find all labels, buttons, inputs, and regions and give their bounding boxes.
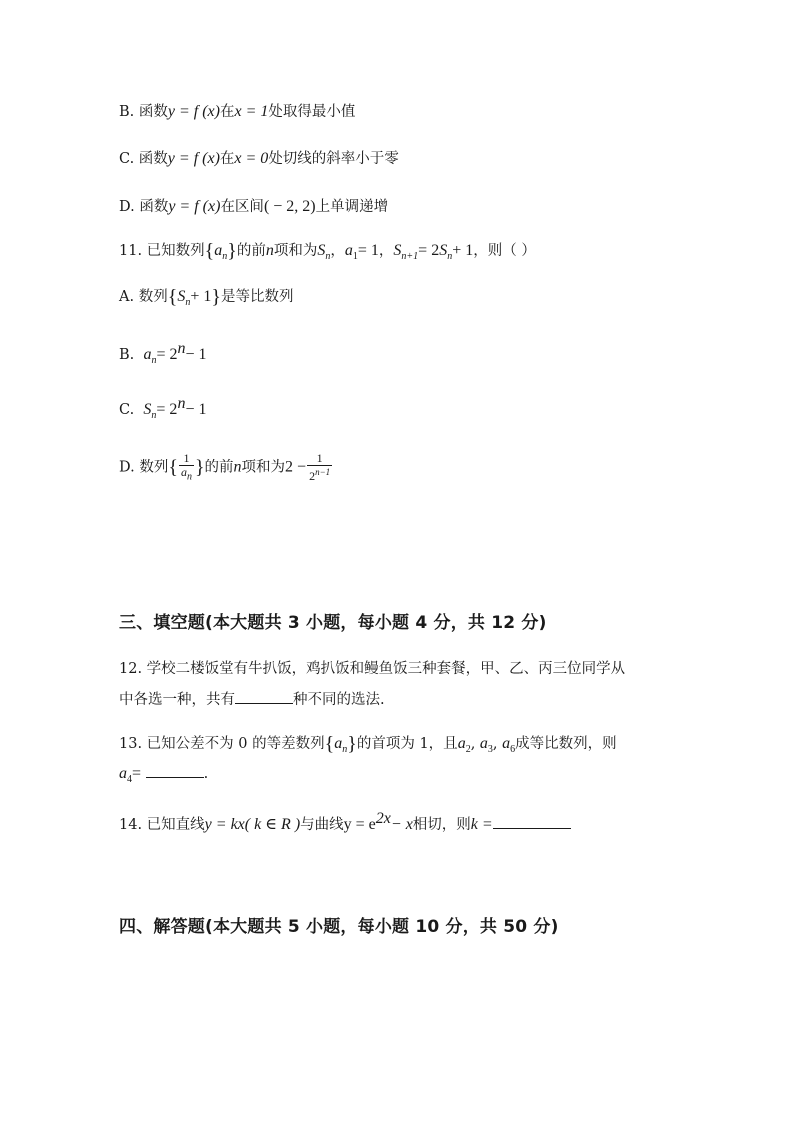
section-4-heading: 四、解答题(本大题共 5 小题，每小题 10 分，共 50 分) bbox=[119, 917, 559, 937]
q12-answer-blank[interactable] bbox=[235, 689, 293, 704]
q13-answer-blank[interactable] bbox=[146, 763, 204, 778]
q13-line2: $a_4=$ . bbox=[119, 765, 209, 786]
q12-line2: 中各选一种，共有 种不同的选法. bbox=[119, 689, 385, 711]
q14-line: 14. 已知直线y = kx( k ∈ R )与曲线$y = e^{2x}- x$相切，则k = bbox=[119, 808, 571, 836]
fraction-1-over-2pow: $\frac{1}{2^{n-1}}$ bbox=[309, 451, 331, 484]
q10-option-b: B. 函数y = f (x)在x = 1处取得最小值 bbox=[119, 103, 356, 120]
q13-line1: 13. 已知公差不为 0 的等差数列$\{a_n\}$的首项为 1，且$a_2$, $a_3$, $a_6$成等比数列，则 bbox=[119, 733, 617, 756]
q12-line1: 12. 学校二楼饭堂有牛扒饭，鸡扒饭和鳗鱼饭三种套餐，甲、乙、丙三位同学从 bbox=[119, 661, 626, 677]
q11-option-b: B. $a_n= 2^n- 1$ bbox=[119, 340, 207, 367]
q10-option-d: D. 函数y = f (x)在区间( − 2, 2)上单调递增 bbox=[119, 198, 389, 215]
section-3-heading: 三、填空题(本大题共 3 小题，每小题 4 分，共 12 分) bbox=[119, 613, 547, 633]
q11-option-a: A. 数列$\{S_n+ 1\}$是等比数列 bbox=[119, 286, 294, 309]
q14-answer-blank[interactable] bbox=[493, 814, 571, 829]
fraction-1-over-an: $\frac{1}{a_n}$ bbox=[180, 451, 192, 483]
q10-option-c: C. 函数y = f (x)在x = 0处切线的斜率小于零 bbox=[119, 150, 399, 167]
q11-option-c: C. $S_n= 2^n- 1$ bbox=[119, 395, 207, 422]
q11-stem: 11. 已知数列$\{a_n\}$的前n项和为$S_n$，$a_1= 1$，$S_{n+1}= 2S_n+ 1$，则（ ） bbox=[119, 240, 536, 263]
q11-option-d: D. 数列{ $\frac{1}{a_n}$ }的前n项和为2 − $\frac{1}{2^{n-1}}$ bbox=[119, 451, 331, 484]
